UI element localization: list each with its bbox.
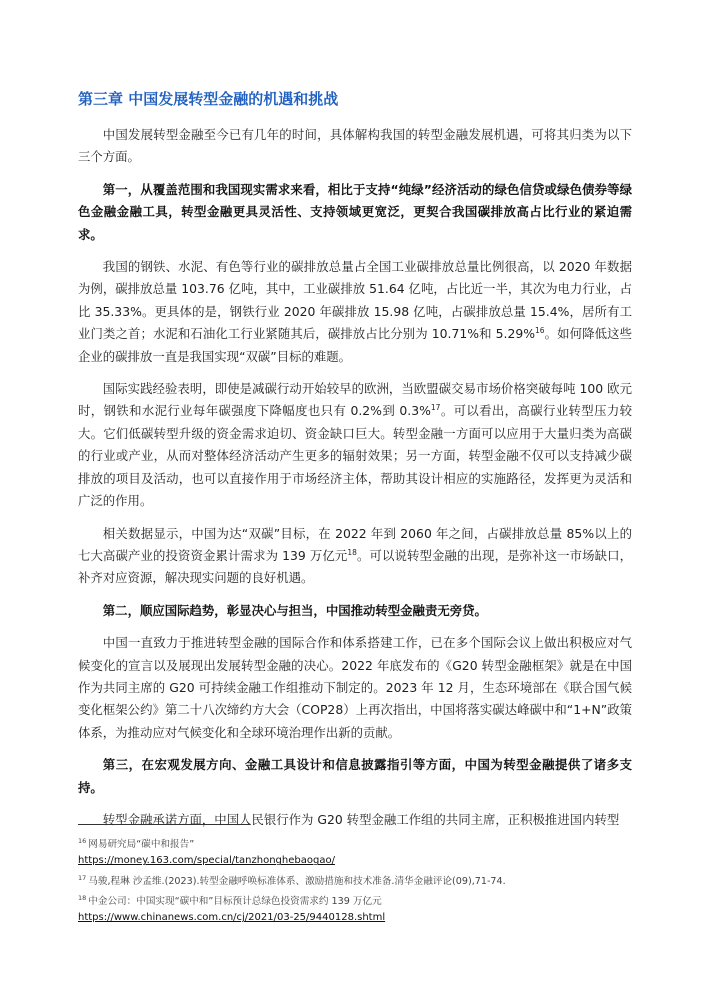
footnote-divider	[78, 824, 250, 825]
footnote-ref-17[interactable]: 17	[430, 403, 441, 413]
paragraph-text: 相关数据显示，中国为达“双碳”目标，在 2022 年到 2060 年之间，占碳排放总量 85%以上的七大高碳产业的投资资金累计需求为 139 万亿元	[78, 525, 632, 563]
footnote-text: 马骏,程琳 沙孟维.(2023).转型金融呼唤标准体系、激励措施和技术准备.清华金融评论(09),71-74.	[88, 875, 506, 887]
paragraph-text: 转型金融承诺方面，中国人民银行作为 G20 转型金融工作组的共同主席，正积极推进国内转型	[102, 811, 620, 827]
footnote-text: 中金公司：中国实现“碳中和”目标预计总绿色投资需求约 139 万亿元	[88, 896, 382, 908]
paragraph-investment	[78, 523, 632, 590]
footnote-ref-16[interactable]: 16	[535, 326, 545, 336]
footnote-17	[78, 870, 638, 890]
paragraph-point-one	[78, 179, 632, 246]
paragraph-point-three	[78, 754, 632, 799]
paragraph-text: 中国一直致力于推进转型金融的国际合作和体系搭建工作，已在多个国际会议上做出积极应对气候变化的宣言以及展现出发展转型金融的决心。2022 年底发布的《G20 转型金融框架》就是在中国作为共同主席的 G20 可持续金融工作组推动下制定的。2023 年 12 月，生态环境部在《联合国气候变化框架公约》第二十八次缔约方大会（COP28）上再次指出，中国将落实碳达峰碳中和“1+N”政策体系，为推动应对气候变化和全球环境治理作出新的贡献。	[78, 635, 632, 740]
footnote-text: 网易研究局“碳中和报告”	[88, 839, 195, 851]
paragraph-international	[78, 378, 632, 512]
paragraph-text: 。如何降低这些企业的碳排放一直是我国实现“双碳”目标的难题。	[78, 326, 633, 364]
paragraph-text: 。可以看出，高碳行业转型压力较大。它们低碳转型升级的资金需求迫切、资金缺口巨大。转型金融一方面可以应用于大量归类为高碳的行业或产业，从而对整体经济活动产生更多的辐射效果；另一方面，转型金融不仅可以支持减少碳排放的项目及活动，也可以直接作用于市场经济主体，帮助其设计相应的实施路径，发挥更为灵活和广泛的作用。	[78, 403, 632, 509]
chapter-title: 第三章 中国发展转型金融的机遇和挑战	[78, 90, 339, 108]
paragraph-text: 。可以说转型金融的出现，是弥补这一市场缺口，补齐对应资源，解决现实问题的良好机遇。	[78, 547, 633, 586]
footnote-ref-18[interactable]: 18	[347, 547, 357, 557]
paragraph-text: 中国发展转型金融至今已有几年的时间，具体解构我国的转型金融发展机遇，可将其归类为以下三个方面。	[78, 127, 632, 165]
footnote-18	[78, 890, 638, 910]
footnote-link[interactable]: https://www.chinanews.com.cn/cj/2021/03-25/9440128.shtml	[78, 912, 386, 924]
paragraph-intro	[78, 124, 632, 169]
paragraph-emissions	[78, 256, 632, 368]
footnote-number: 17	[78, 873, 87, 882]
body-text	[78, 124, 632, 841]
paragraph-text: 第一，从覆盖范围和我国现实需求来看，相比于支持“纯绿”经济活动的绿色信贷或绿色债券等绿色金融金融工具，转型金融更具灵活性、支持领域更宽泛，更契合我国碳排放高占比行业的紧迫需求。	[78, 181, 632, 242]
footnote-16-link-line	[78, 853, 638, 869]
paragraph-text: 第二，顺应国际趋势，彰显决心与担当，中国推动转型金融责无旁贷。	[102, 602, 487, 618]
footnote-18-link-line	[78, 910, 638, 926]
paragraph-text: 第三，在宏观发展方向、金融工具设计和信息披露指引等方面，中国为转型金融提供了诸多支持。	[78, 757, 632, 795]
footnote-number: 16	[78, 837, 87, 845]
footnote-16	[78, 833, 638, 853]
paragraph-point-two	[78, 600, 632, 622]
paragraph-cooperation	[78, 632, 632, 744]
paragraph-text: 我国的钢铁、水泥、有色等行业的碳排放总量占全国工业碳排放总量比例很高，以 2020 年数据为例，碳排放总量 103.76 亿吨，其中，工业碳排放 51.64 亿吨，占比近一半，其次为电力行业，占比 35.33%。更具体的是，钢铁行业 2020 年碳排放 15.98 亿吨，占碳排放总量 15.4%，居所有工业门类之首；水泥和石油化工行业紧随其后，碳排放占比分别为 10.71%和 5.29%	[78, 259, 632, 342]
footnote-link[interactable]: https://money.163.com/special/tanzhonghebaogao/	[78, 855, 335, 867]
footnote-number: 18	[78, 893, 87, 902]
footnotes	[78, 824, 638, 927]
paragraph-text: 国际实践经验表明，即使是减碳行动开始较早的欧洲，当欧盟碳交易市场价格突破每吨 100 欧元时，钢铁和水泥行业每年碳强度下降幅度也只有 0.2%到 0.3%	[78, 381, 632, 419]
